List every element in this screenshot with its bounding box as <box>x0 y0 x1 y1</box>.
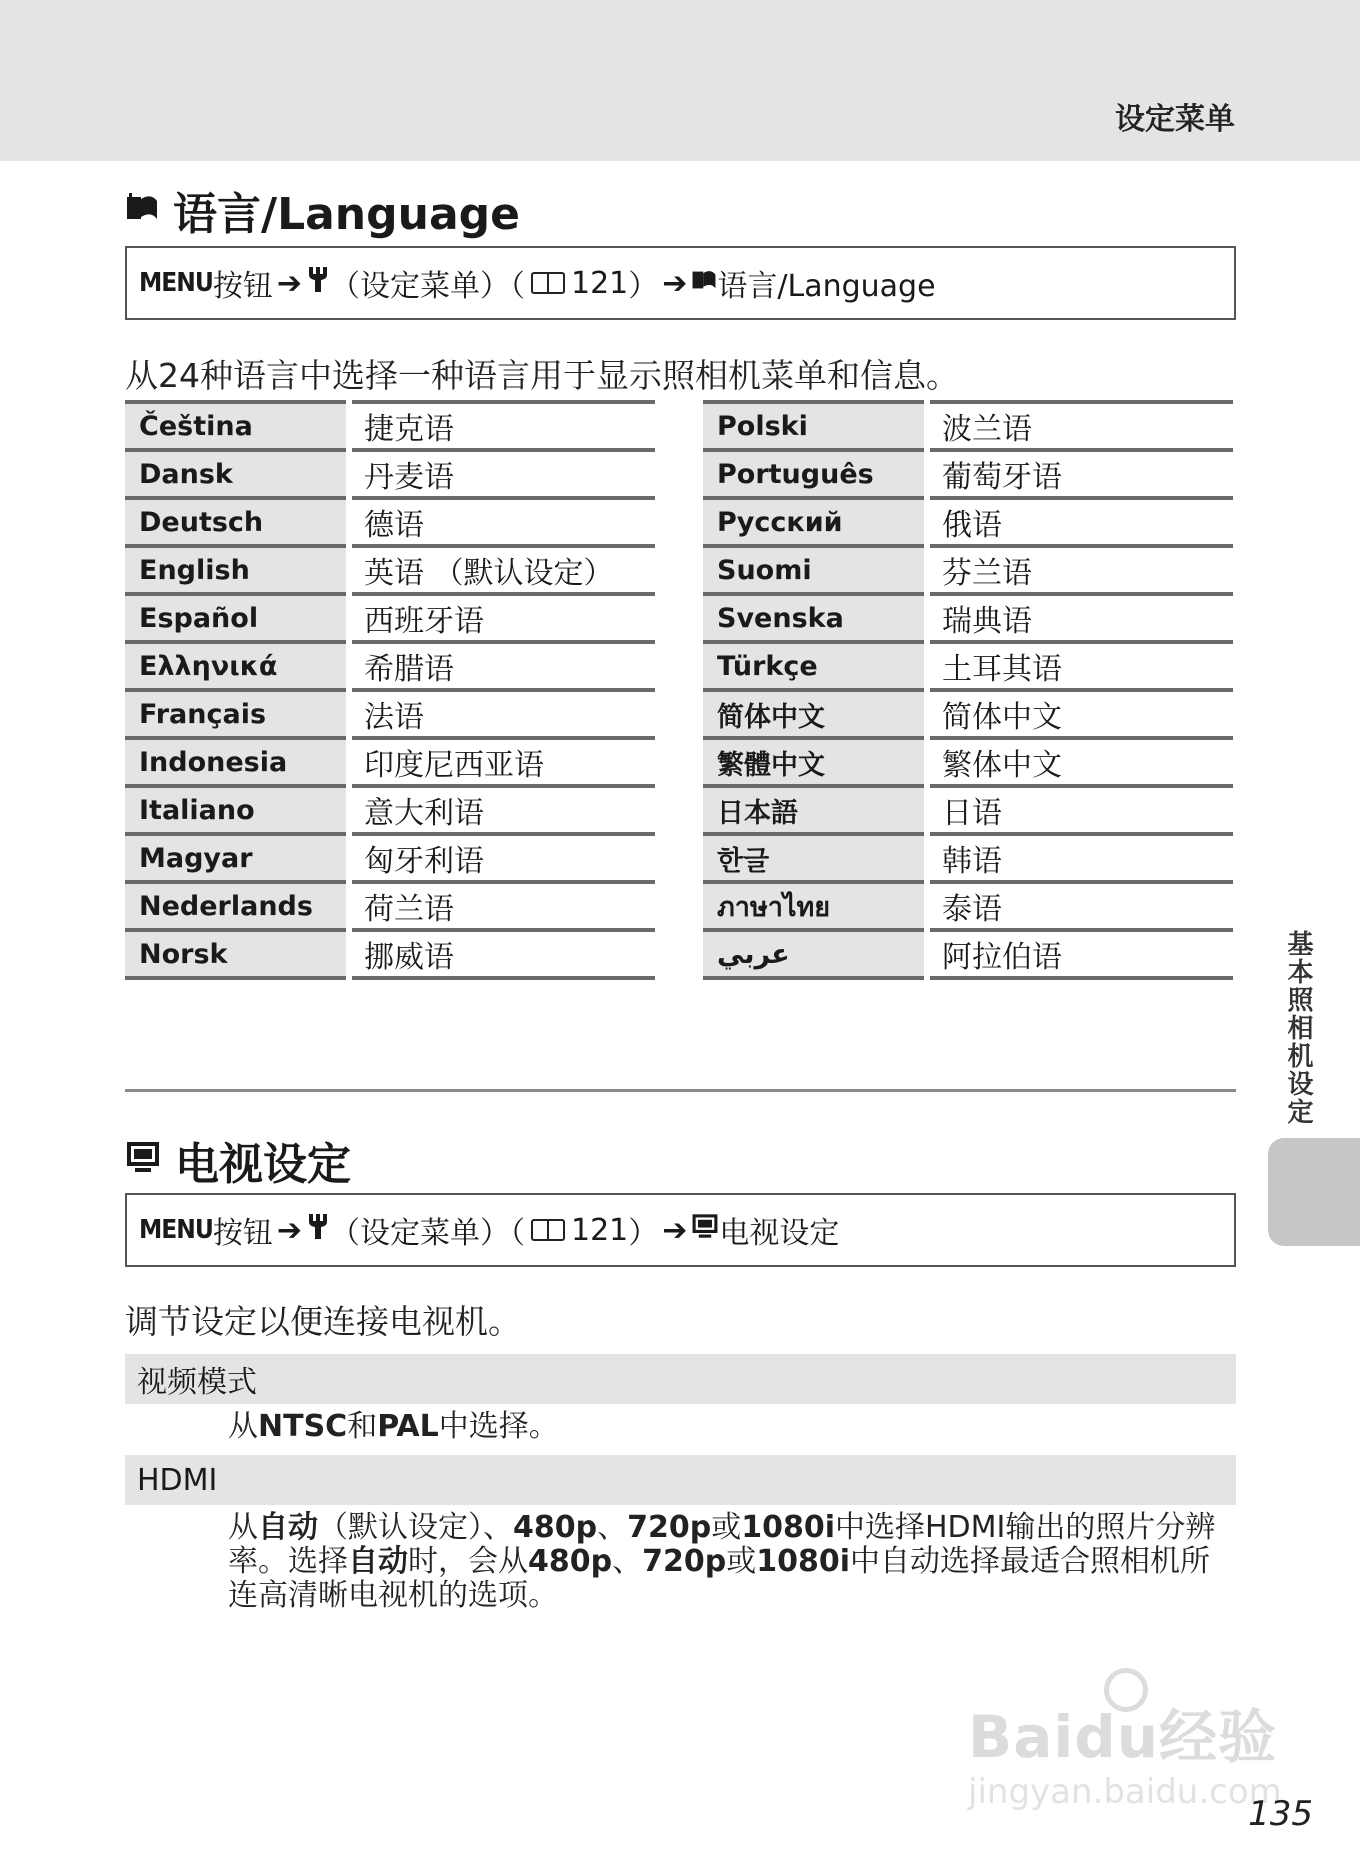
language-chinese-name: 捷克语 <box>349 402 655 450</box>
description-segment: 和 <box>347 1409 378 1444</box>
language-row <box>125 450 655 498</box>
language-chinese-name: 泰语 <box>927 882 1233 930</box>
language-intro: 从24种语言中选择一种语言用于显示照相机菜单和信息。 <box>125 356 959 395</box>
language-chinese-name: 法语 <box>349 690 655 738</box>
language-row <box>703 402 1233 450</box>
description-segment: （默认设定）、 <box>318 1510 513 1545</box>
watermark-suffix: 经验 <box>1159 1703 1278 1771</box>
language-row <box>703 642 1233 690</box>
language-row <box>703 594 1233 642</box>
description-segment: 中选择。 <box>438 1409 559 1444</box>
tv-icon <box>125 1135 161 1186</box>
language-row <box>125 690 655 738</box>
watermark-brand <box>968 1690 1277 1774</box>
tv-intro: 调节设定以便连接电视机。 <box>125 1302 521 1341</box>
language-chinese-name: 葡萄牙语 <box>927 450 1233 498</box>
language-native-name: Norsk <box>125 930 349 978</box>
description-segment: 时，会从 <box>408 1544 528 1579</box>
option-video-mode-description <box>228 1410 1238 1444</box>
description-segment: 从 <box>228 1510 258 1545</box>
watermark-brand-2: du <box>1074 1703 1160 1771</box>
language-chinese-name: 挪威语 <box>349 930 655 978</box>
language-icon <box>691 266 717 301</box>
language-title-text: 语言/Language <box>173 189 520 240</box>
language-row <box>703 498 1233 546</box>
language-native-name: 繁體中文 <box>703 738 927 786</box>
description-segment: 1080i <box>756 1544 850 1579</box>
tv-menu-path <box>125 1193 1236 1267</box>
language-chinese-name: 日语 <box>927 786 1233 834</box>
language-row <box>125 402 655 450</box>
language-row <box>703 546 1233 594</box>
description-segment: 、 <box>597 1510 628 1545</box>
language-chinese-name: 印度尼西亚语 <box>349 738 655 786</box>
option-video-mode: 视频模式 <box>125 1354 1236 1404</box>
section-divider <box>125 1089 1236 1092</box>
language-native-name: Русский <box>703 498 927 546</box>
side-chapter-tab <box>1268 1138 1360 1246</box>
language-chinese-name: 波兰语 <box>927 402 1233 450</box>
language-native-name: عربي <box>703 930 927 978</box>
language-row <box>703 882 1233 930</box>
description-segment: 自动 <box>258 1510 318 1545</box>
language-native-name: Polski <box>703 402 927 450</box>
option-hdmi: HDMI <box>125 1455 1236 1505</box>
language-native-name: Italiano <box>125 786 349 834</box>
language-native-name: Ελληνικά <box>125 642 349 690</box>
wrench-icon <box>306 265 330 301</box>
description-segment: PAL <box>377 1409 439 1444</box>
language-chinese-name: 德语 <box>349 498 655 546</box>
language-chinese-name: 芬兰语 <box>927 546 1233 594</box>
language-row <box>703 786 1233 834</box>
tv-icon <box>691 1212 719 1248</box>
language-row <box>125 738 655 786</box>
language-row <box>125 498 655 546</box>
language-chinese-name: 匈牙利语 <box>349 834 655 882</box>
language-row <box>125 594 655 642</box>
watermark-url: jingyan.baidu.com <box>968 1772 1282 1812</box>
language-row <box>125 786 655 834</box>
menu-path-close: ） <box>628 269 659 304</box>
language-row <box>125 546 655 594</box>
tv-section-title <box>125 1128 351 1192</box>
language-native-name: English <box>125 546 349 594</box>
language-row <box>125 882 655 930</box>
menu-path-close: ） <box>628 1216 659 1251</box>
language-chinese-name: 韩语 <box>927 834 1233 882</box>
watermark-brand-1: Bai <box>968 1703 1075 1771</box>
language-native-name: ภาษาไทย <box>703 882 927 930</box>
menu-path-target: 语言/Language <box>717 269 936 304</box>
language-chinese-name: 西班牙语 <box>349 594 655 642</box>
language-native-name: Türkçe <box>703 642 927 690</box>
description-segment: 720p <box>642 1544 727 1579</box>
language-row <box>703 690 1233 738</box>
language-native-name: Español <box>125 594 349 642</box>
page-reference: 121 <box>570 1212 629 1248</box>
language-native-name: Français <box>125 690 349 738</box>
language-native-name: Indonesia <box>125 738 349 786</box>
language-section-title <box>125 178 520 242</box>
language-chinese-name: 繁体中文 <box>927 738 1233 786</box>
language-native-name: 日本語 <box>703 786 927 834</box>
book-icon <box>531 272 565 294</box>
language-native-name: 한글 <box>703 834 927 882</box>
tv-title-text: 电视设定 <box>175 1139 351 1190</box>
side-chapter-label: 基本照相机设定 <box>1283 930 1313 1126</box>
button-word: 按钮 <box>212 269 273 304</box>
menu-keyword: MENU <box>139 1215 213 1245</box>
page-reference: 121 <box>570 265 629 301</box>
description-segment: 480p <box>513 1510 598 1545</box>
language-table-left <box>125 400 655 980</box>
description-segment: 480p <box>528 1544 613 1579</box>
description-segment: 中自动选择最适合照相机所连高清晰电视机的选项。 <box>228 1544 1210 1613</box>
language-chinese-name: 希腊语 <box>349 642 655 690</box>
page-number: 135 <box>1248 1794 1313 1834</box>
language-chinese-name: 英语 （默认设定） <box>349 546 655 594</box>
menu-path-target: 电视设定 <box>719 1216 840 1251</box>
setup-menu-label: （设定菜单）（ <box>329 269 525 304</box>
arrow-icon: ➔ <box>662 1212 688 1248</box>
description-segment: 或 <box>726 1544 757 1579</box>
language-chinese-name: 荷兰语 <box>349 882 655 930</box>
language-native-name: Português <box>703 450 927 498</box>
description-segment: 720p <box>627 1510 712 1545</box>
language-row <box>703 450 1233 498</box>
language-row <box>125 834 655 882</box>
language-chinese-name: 土耳其语 <box>927 642 1233 690</box>
arrow-icon: ➔ <box>276 265 302 301</box>
language-chinese-name: 阿拉伯语 <box>927 930 1233 978</box>
language-native-name: Dansk <box>125 450 349 498</box>
language-native-name: 简体中文 <box>703 690 927 738</box>
description-segment: 从 <box>228 1409 258 1444</box>
language-row <box>703 834 1233 882</box>
language-row <box>125 930 655 978</box>
header-section-label: 设定菜单 <box>1115 102 1235 137</box>
language-chinese-name: 瑞典语 <box>927 594 1233 642</box>
description-segment: 、 <box>612 1544 643 1579</box>
book-icon <box>531 1219 565 1241</box>
language-native-name: Nederlands <box>125 882 349 930</box>
language-row <box>125 642 655 690</box>
description-segment: 或 <box>711 1510 742 1545</box>
language-chinese-name: 俄语 <box>927 498 1233 546</box>
language-chinese-name: 丹麦语 <box>349 450 655 498</box>
language-menu-path <box>125 246 1236 320</box>
language-icon <box>125 185 159 236</box>
arrow-icon: ➔ <box>662 265 688 301</box>
menu-keyword: MENU <box>139 268 213 298</box>
language-native-name: Svenska <box>703 594 927 642</box>
language-native-name: Čeština <box>125 402 349 450</box>
wrench-icon <box>306 1212 330 1248</box>
language-table-right <box>703 400 1233 980</box>
language-chinese-name: 简体中文 <box>927 690 1233 738</box>
description-segment: 中选择HDMI输出的照片分辨率。选择 <box>228 1510 1216 1579</box>
language-row <box>703 930 1233 978</box>
language-native-name: Deutsch <box>125 498 349 546</box>
button-word: 按钮 <box>212 1216 273 1251</box>
arrow-icon: ➔ <box>276 1212 302 1248</box>
language-native-name: Suomi <box>703 546 927 594</box>
option-hdmi-description <box>228 1511 1238 1613</box>
description-segment: 自动 <box>348 1544 408 1579</box>
setup-menu-label: （设定菜单）（ <box>329 1216 525 1251</box>
description-segment: 1080i <box>741 1510 835 1545</box>
language-chinese-name: 意大利语 <box>349 786 655 834</box>
language-native-name: Magyar <box>125 834 349 882</box>
language-row <box>703 738 1233 786</box>
description-segment: NTSC <box>258 1409 348 1444</box>
